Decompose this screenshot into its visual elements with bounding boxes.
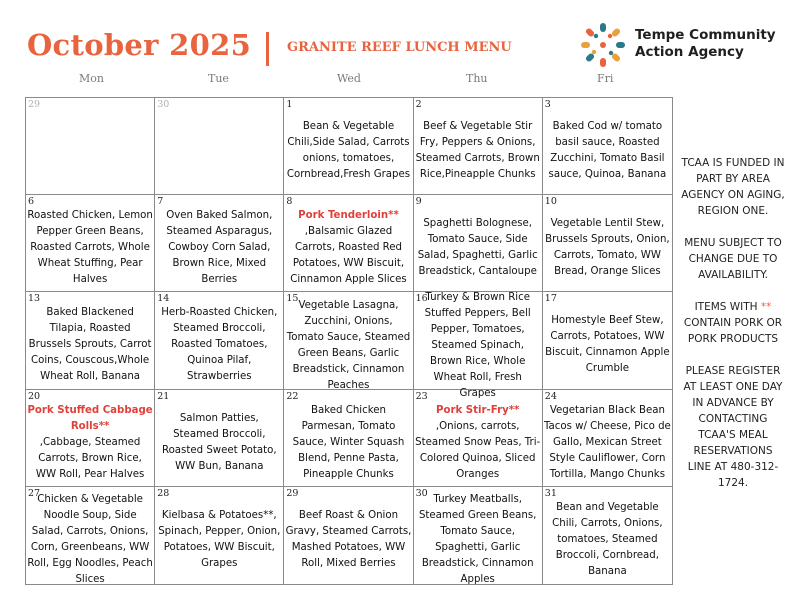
day-number: 14 <box>157 293 170 305</box>
subject-note: MENU SUBJECT TO CHANGE DUE TO AVAILABILITY. <box>684 237 782 281</box>
menu-item <box>27 303 153 387</box>
day-header-thu: Thu <box>466 72 488 85</box>
funding-note: TCAA IS FUNDED IN PART BY AREA AGENCY ON AGING, REGION ONE. <box>681 157 785 217</box>
menu-item <box>415 109 541 193</box>
menu-item <box>544 109 671 193</box>
pork-note-prefix: ITEMS WITH <box>694 301 758 313</box>
register-note: PLEASE REGISTER AT LEAST ONE DAY IN ADVANCE BY CONTACTING TCAA'S MEAL RESERVATIONS LINE AT 480-312-1724. <box>683 365 783 489</box>
org-line-2: Action Agency <box>635 44 744 60</box>
menu-text: Bean & Vegetable Chili,Side Salad, Carrots onions, tomatoes, Cornbread,Fresh Grapes <box>286 121 411 181</box>
menu-text: Vegetable Lasagna, Zucchini, Onions, Tomato Sauce, Steamed Green Beans, Garlic Breadstick, Cinnamon Peaches <box>286 299 411 391</box>
day-header-fri: Fri <box>597 72 614 85</box>
day-number: 1 <box>286 99 293 110</box>
day-cell <box>543 487 672 584</box>
menu-item <box>27 494 153 586</box>
menu-item <box>285 206 411 290</box>
menu-text: Turkey Meatballs, Steamed Green Beans, Tomato Sauce, Spaghetti, Garlic Breadstick, Cinnamon Apples <box>418 494 537 586</box>
day-cell <box>284 292 413 389</box>
menu-item <box>544 303 671 387</box>
day-cell <box>284 487 413 584</box>
menu-text: Homestyle Beef Stew, Carrots, Potatoes, WW Biscuit, Cinnamon Apple Crumble <box>545 315 670 375</box>
day-number: 2 <box>415 99 422 110</box>
day-cell <box>414 390 543 487</box>
menu-text: Turkey & Brown Rice Stuffed Peppers, Bell Pepper, Tomatoes, Steamed Spinach, Brown Rice, Whole Wheat Roll, Fresh Grapes <box>424 291 531 399</box>
menu-item <box>27 401 153 485</box>
menu-text: Vegetarian Black Bean Tacos w/ Cheese, Pico de Gallo, Mexican Street Style Cauliflower, Corn Tortilla, Mango Chunks <box>543 404 671 480</box>
organization-name <box>635 27 776 61</box>
day-cell <box>155 487 284 584</box>
menu-text: ,Balsamic Glazed Carrots, Roasted Red Potatoes, WW Biscuit, Cinnamon Apple Slices <box>290 226 407 286</box>
menu-item <box>415 206 541 290</box>
menu-text: Oven Baked Salmon, Steamed Asparagus, Cowboy Corn Salad, Brown Rice, Mixed Berries <box>166 210 273 286</box>
menu-item <box>415 494 541 586</box>
day-number: 10 <box>544 196 557 208</box>
menu-item <box>544 401 671 485</box>
day-cell <box>284 98 413 195</box>
menu-item <box>544 206 671 290</box>
day-cell <box>26 390 155 487</box>
page-title: October 2025 <box>27 28 252 62</box>
menu-item <box>415 401 541 485</box>
day-number: 8 <box>286 196 293 208</box>
day-cell <box>155 292 284 389</box>
day-cell <box>155 390 284 487</box>
menu-text: Spaghetti Bolognese, Tomato Sauce, Side Salad, Spaghetti, Garlic Breadstick, Cantaloupe <box>417 218 538 278</box>
menu-item <box>27 206 153 290</box>
day-number: 29 <box>286 487 299 499</box>
day-header-mon: Mon <box>79 72 104 85</box>
day-cell <box>26 292 155 389</box>
menu-text: Salmon Patties, Steamed Broccoli, Roasted Sweet Potato, WW Bun, Banana <box>161 412 277 472</box>
menu-item <box>156 109 282 193</box>
day-number: 9 <box>415 196 422 208</box>
title-divider <box>266 32 269 66</box>
pork-note <box>681 299 785 347</box>
menu-item <box>156 303 282 387</box>
day-cell <box>414 487 543 584</box>
menu-text: Roasted Chicken, Lemon Pepper Green Beans, Roasted Carrots, Whole Wheat Stuffing, Pear Halves <box>27 210 153 286</box>
menu-text: Baked Cod w/ tomato basil sauce, Roasted Zucchini, Tomato Basil sauce, Quinoa, Banana <box>548 121 667 181</box>
day-cell <box>543 195 672 292</box>
org-line-1: Tempe Community <box>635 27 776 43</box>
day-cell <box>414 98 543 195</box>
menu-item <box>544 498 671 583</box>
day-number: 24 <box>544 390 557 402</box>
day-cell <box>284 390 413 487</box>
day-number: 7 <box>157 196 164 208</box>
day-number: 13 <box>28 293 41 305</box>
day-number: 23 <box>415 390 428 402</box>
menu-text: Baked Blackened Tilapia, Roasted Brussels Sprouts, Carrot Coins, Couscous,Whole Wheat Roll, Banana <box>28 307 152 383</box>
menu-text: Beef Roast & Onion Gravy, Steamed Carrots, Mashed Potatoes, WW Roll, Mixed Berries <box>285 510 412 570</box>
pork-dish-highlight: Pork Stir-Fry** <box>436 404 520 416</box>
day-number: 20 <box>28 390 41 402</box>
day-cell <box>26 195 155 292</box>
day-header-wed: Wed <box>337 72 361 85</box>
menu-text: Baked Chicken Parmesan, Tomato Sauce, Winter Squash Blend, Penne Pasta, Pineapple Chunks <box>292 404 405 480</box>
menu-item <box>156 401 282 485</box>
pork-note-suffix: CONTAIN PORK OR PORK PRODUCTS <box>683 317 783 345</box>
menu-item <box>285 109 411 193</box>
pork-dish-highlight: Pork Stuffed Cabbage Rolls** <box>27 404 153 432</box>
day-number: 30 <box>415 487 428 499</box>
day-number: 27 <box>28 487 41 499</box>
day-cell <box>414 195 543 292</box>
day-number: 3 <box>544 99 551 110</box>
day-header-tue: Tue <box>208 72 229 85</box>
day-number: 16 <box>415 293 428 305</box>
day-cell <box>155 98 284 195</box>
day-number: 21 <box>157 390 170 402</box>
day-cell <box>26 487 155 584</box>
menu-text: Bean and Vegetable Chili, Carrots, Onions, tomatoes, Steamed Broccoli, Cornbread, Banana <box>552 502 663 578</box>
day-cell <box>155 195 284 292</box>
day-number: 17 <box>544 293 557 305</box>
menu-item <box>156 206 282 290</box>
menu-item <box>156 498 282 583</box>
day-number: 31 <box>544 487 557 499</box>
calendar-grid <box>25 97 673 585</box>
menu-text: Chicken & Vegetable Noodle Soup, Side Salad, Carrots, Onions, Corn, Greenbeans, WW Roll, Egg Noodles, Peach Slices <box>27 494 153 586</box>
agency-logo-icon <box>580 22 626 68</box>
day-number: 22 <box>286 390 299 402</box>
menu-text: Herb-Roasted Chicken, Steamed Broccoli, Roasted Tomatoes, Quinoa Pilaf, Strawberries <box>161 307 278 383</box>
day-number: 28 <box>157 487 170 499</box>
day-number: 6 <box>28 196 35 208</box>
menu-title: GRANITE REEF LUNCH MENU <box>287 40 512 55</box>
menu-text: ,Onions, carrots, Steamed Snow Peas, Tri-Colored Quinoa, Sliced Oranges <box>415 420 541 480</box>
menu-item <box>285 401 411 485</box>
day-cell <box>284 195 413 292</box>
menu-text: Vegetable Lentil Stew, Brussels Sprouts, Onion, Carrots, Tomato, WW Bread, Orange Slices <box>545 218 670 278</box>
day-cell <box>543 390 672 487</box>
day-number: 30 <box>157 99 170 110</box>
menu-text: Beef & Vegetable Stir Fry, Peppers & Onions, Steamed Carrots, Brown Rice,Pineapple Chunks <box>415 121 540 181</box>
day-cell <box>543 292 672 389</box>
day-cell <box>543 98 672 195</box>
menu-item <box>27 109 153 193</box>
day-cell <box>26 98 155 195</box>
day-number: 15 <box>286 293 299 305</box>
menu-item <box>285 498 411 583</box>
menu-text: Kielbasa & Potatoes**, Spinach, Pepper, Onion, Potatoes, WW Biscuit, Grapes <box>158 510 281 570</box>
pork-dish-highlight: Pork Tenderloin** <box>298 210 399 222</box>
sidebar-notes <box>681 155 785 507</box>
pork-note-mark: ** <box>760 301 772 313</box>
menu-text: ,Cabbage, Steamed Carrots, Brown Rice, WW Roll, Pear Halves <box>35 436 145 480</box>
day-number: 29 <box>28 99 41 110</box>
